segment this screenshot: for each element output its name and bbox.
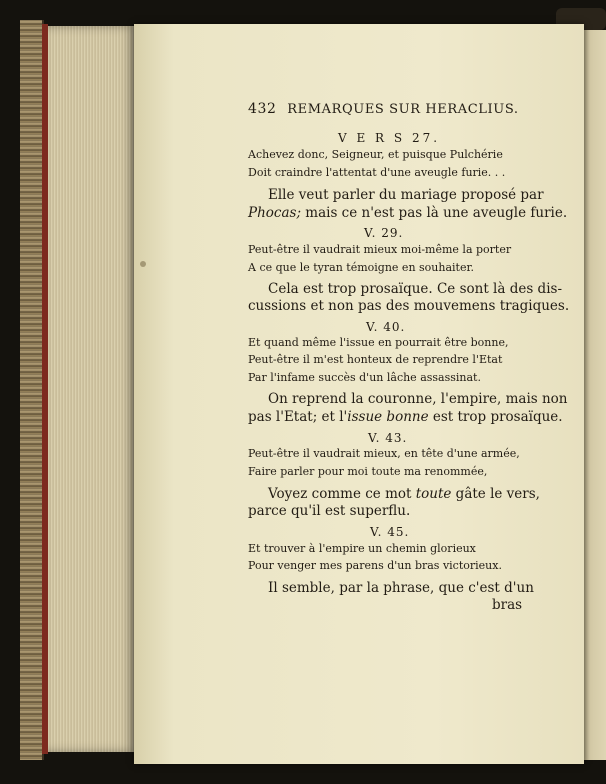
comment-line: Il semble, par la phrase, que c'est d'un (268, 580, 534, 596)
verse-heading: V. 29. (364, 226, 404, 240)
verse-line: Peut-être il vaudrait mieux moi-même la porter (248, 243, 512, 256)
verse-heading: V. 40. (366, 320, 406, 334)
verse-line: Par l'infame succès d'un lâche assassinat. (248, 371, 481, 384)
comment-line: Elle veut parler du mariage proposé par (268, 187, 544, 203)
comment-line: Voyez comme ce mot toute gâte le vers, (268, 486, 540, 502)
verse-line: Doit craindre l'attentat d'une aveugle furie. . . (248, 166, 506, 179)
italic-word: toute (415, 486, 452, 502)
paper-stain (140, 261, 146, 267)
verse-heading: V. 43. (368, 431, 408, 445)
verse-line: Pour venger mes parens d'un bras victorieux. (248, 559, 502, 572)
verse-line: Et quand même l'issue en pourrait être bonne, (248, 336, 509, 349)
verse-line: Peut-être il m'est honteux de reprendre l'Etat (248, 353, 503, 366)
comment-line: Cela est trop prosaïque. Ce sont là des dis- (268, 281, 563, 297)
verse-line: Peut-être il vaudrait mieux, en tête d'une armée, (248, 447, 520, 460)
verse-line: Et trouver à l'empire un chemin glorieux (248, 542, 476, 555)
running-head-title: REMARQUES SUR HERACLIUS. (287, 102, 519, 117)
comment-line: Phocas; mais ce n'est pas là une aveugle furie. (248, 205, 568, 221)
comment-line: parce qu'il est superflu. (248, 503, 411, 519)
verse-line: Achevez donc, Seigneur, et puisque Pulchérie (248, 148, 503, 161)
verse-heading: V E R S 27. (338, 131, 441, 145)
catchword: bras (492, 597, 523, 613)
page-number: 432 (248, 101, 277, 117)
verse-line: Faire parler pour moi toute ma renommée, (248, 465, 488, 478)
comment-line: pas l'Etat; et l'issue bonne est trop prosaïque. (248, 409, 563, 425)
italic-word: Phocas; (248, 205, 301, 221)
page-edges (48, 26, 136, 752)
running-header (248, 101, 528, 117)
verse-line: A ce que le tyran témoigne en souhaiter. (248, 261, 475, 274)
comment-line: On reprend la couronne, l'empire, mais non (268, 391, 568, 407)
verse-heading: V. 45. (370, 525, 410, 539)
italic-word: issue bonne (347, 409, 429, 425)
comment-line: cussions et non pas des mouvemens tragiques. (248, 298, 570, 314)
book-spine (20, 20, 44, 760)
